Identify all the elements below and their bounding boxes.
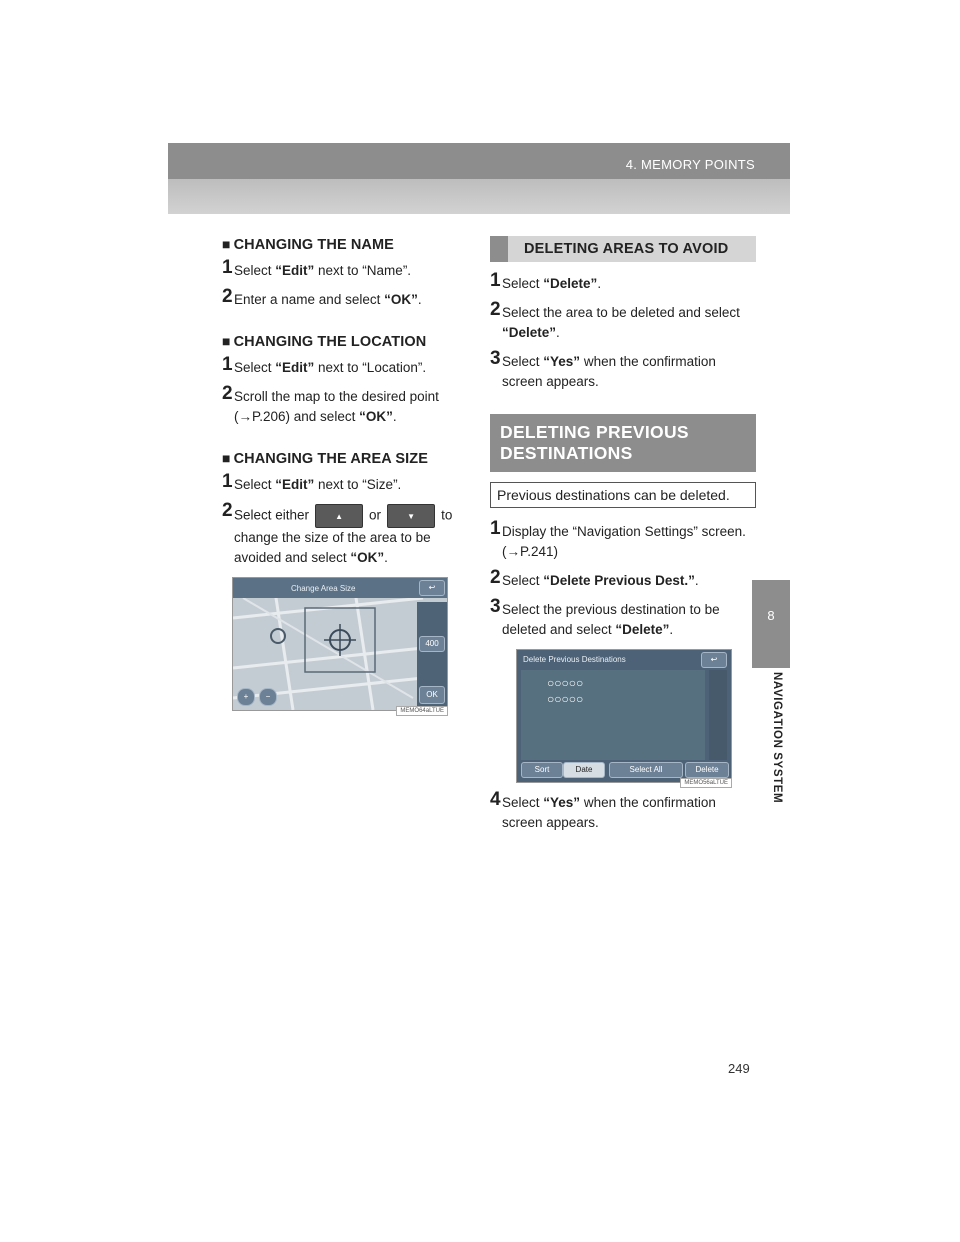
lead-text: Previous destinations can be deleted. bbox=[490, 482, 756, 508]
step: 1 Select “Edit” next to “Name”. bbox=[222, 257, 412, 278]
step: 1 Select “Delete”. bbox=[490, 270, 602, 291]
section-title: 4. MEMORY POINTS bbox=[625, 157, 755, 172]
up-arrow-button-icon: ▲ bbox=[315, 504, 363, 528]
delete-screen-title: Delete Previous Destinations bbox=[523, 655, 626, 664]
page-number: 249 bbox=[728, 1061, 750, 1076]
zoom-in-icon: + bbox=[237, 688, 255, 706]
step: 4 Select “Yes” when the confirmation screen appears. bbox=[490, 789, 716, 830]
list-item: ○○○○○ bbox=[547, 676, 584, 690]
step: 1 Select “Edit” next to “Size”. bbox=[222, 471, 402, 492]
select-all-label: Select All bbox=[609, 762, 683, 778]
step: 2 Enter a name and select “OK”. bbox=[222, 286, 422, 307]
image-code: MEMO56aLTUE bbox=[680, 778, 732, 788]
map-ok-button: OK bbox=[419, 686, 445, 704]
chapter-number: 8 bbox=[767, 608, 775, 623]
step: 2 Select the area to be deleted and select “Delete”. bbox=[490, 299, 740, 340]
right-column bbox=[490, 236, 756, 842]
header-band bbox=[168, 143, 790, 214]
change-area-size-screenshot bbox=[232, 577, 448, 714]
map-scale-label: 400 bbox=[419, 636, 445, 652]
section-head-deleting-areas: DELETING AREAS TO AVOID bbox=[490, 236, 756, 262]
step: 2 Scroll the map to the desired point (→P.206) and select “OK”. bbox=[222, 383, 439, 424]
step: 1 Select “Edit” next to “Location”. bbox=[222, 354, 427, 375]
delete-previous-destinations-screenshot bbox=[516, 649, 732, 786]
sort-label: Sort bbox=[521, 762, 563, 778]
chapter-tab bbox=[752, 580, 790, 668]
step: 2 Select “Delete Previous Dest.”. bbox=[490, 567, 699, 588]
step: 3 Select “Yes” when the confirmation screen appears. bbox=[490, 348, 716, 389]
map-screen-title: Change Area Size bbox=[291, 584, 356, 593]
chapter-label: NAVIGATION SYSTEM bbox=[771, 672, 783, 804]
down-arrow-button-icon: ▼ bbox=[387, 504, 435, 528]
back-icon: ↩ bbox=[419, 580, 445, 596]
step: 2 Select either ▲ or ▼ to change the size of the area to be avoided and select “OK”. bbox=[222, 500, 453, 565]
list-item: ○○○○○ bbox=[547, 692, 584, 706]
step: 1 Display the “Navigation Settings” screen. (→P.241) bbox=[490, 518, 746, 559]
back-icon: ↩ bbox=[701, 652, 727, 668]
subhead-change-size: ■ CHANGING THE AREA SIZE bbox=[222, 450, 429, 467]
zoom-out-icon: − bbox=[259, 688, 277, 706]
subhead-change-name: ■ CHANGING THE NAME bbox=[222, 236, 394, 253]
section-head-deleting-previous: DELETING PREVIOUS DESTINATIONS bbox=[490, 414, 756, 472]
image-code: MEMO64aLTUE bbox=[396, 706, 448, 716]
left-column bbox=[222, 236, 458, 714]
delete-label: Delete bbox=[685, 762, 729, 778]
subhead-change-location: ■ CHANGING THE LOCATION bbox=[222, 333, 427, 350]
date-label: Date bbox=[563, 762, 605, 778]
step: 3 Select the previous destination to be deleted and select “Delete”. bbox=[490, 596, 720, 637]
